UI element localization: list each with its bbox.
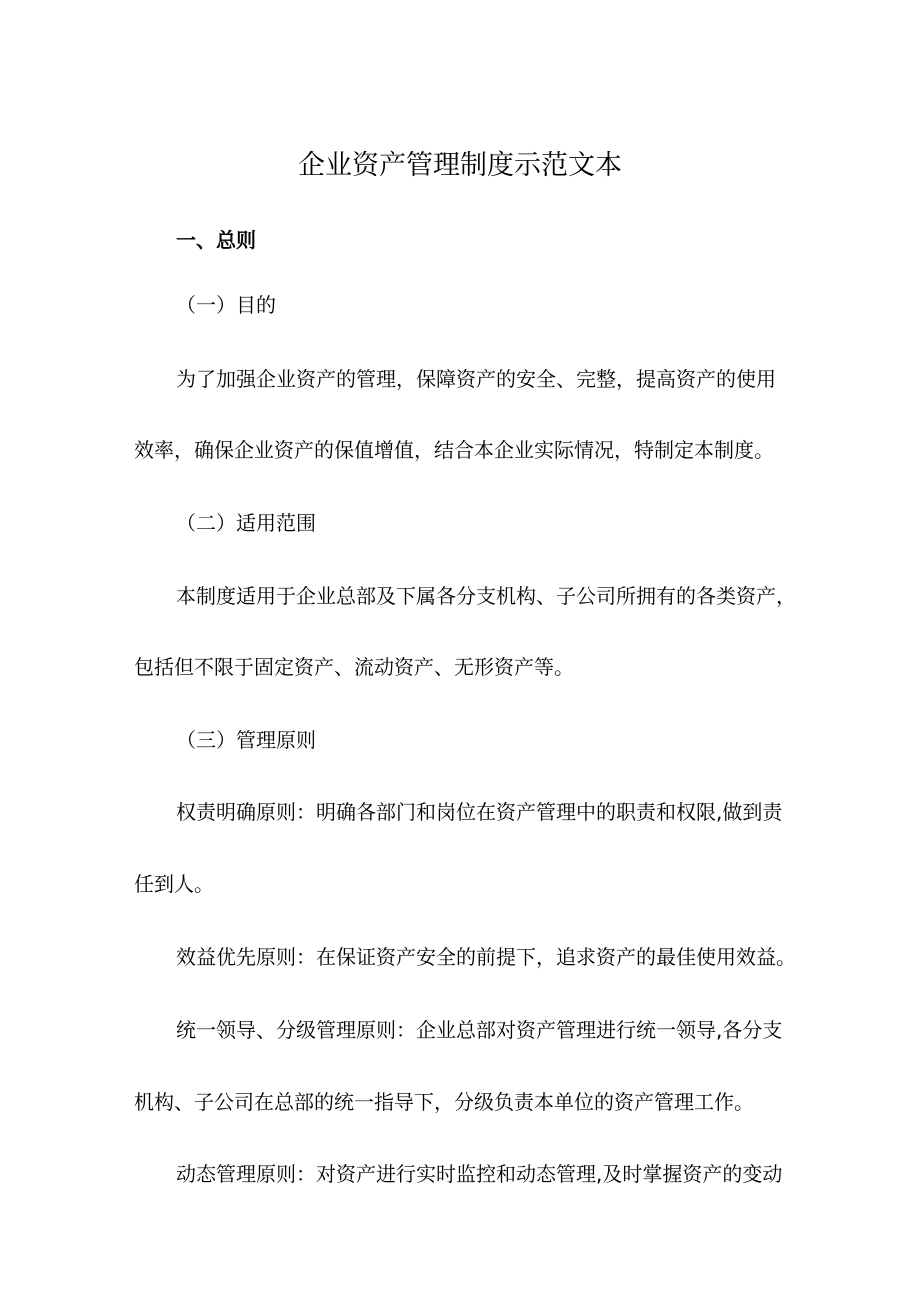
paragraph-line: 为了加强企业资产的管理，保障资产的安全、完整，提高资产的使用: [176, 367, 776, 391]
paragraph-line: 机构、子公司在总部的统一指导下，分级负责本单位的资产管理工作。: [134, 1090, 754, 1114]
paragraph-line: 效率，确保企业资产的保值增值，结合本企业实际情况，特制定本制度。: [134, 438, 774, 462]
paragraph-line: 任到人。: [134, 872, 214, 896]
section-heading-general: 一、总则: [176, 228, 256, 252]
paragraph-line: 本制度适用于企业总部及下属各分支机构、子公司所拥有的各类资产，: [176, 584, 796, 608]
paragraph-line: 权责明确原则：明确各部门和岗位在资产管理中的职责和权限,做到责: [176, 800, 783, 824]
subsection-heading-principles: （三）管理原则: [176, 728, 316, 752]
subsection-heading-scope: （二）适用范围: [176, 511, 316, 535]
paragraph-line: 效益优先原则：在保证资产安全的前提下，追求资产的最佳使用效益。: [176, 945, 796, 969]
document-title: 企业资产管理制度示范文本: [298, 150, 622, 181]
paragraph-line: 包括但不限于固定资产、流动资产、无形资产等。: [134, 655, 574, 679]
subsection-heading-purpose: （一）目的: [176, 293, 276, 317]
paragraph-line: 统一领导、分级管理原则：企业总部对资产管理进行统一领导,各分支: [176, 1018, 783, 1042]
paragraph-line: 动态管理原则：对资产进行实时监控和动态管理,及时掌握资产的变动: [176, 1162, 783, 1186]
